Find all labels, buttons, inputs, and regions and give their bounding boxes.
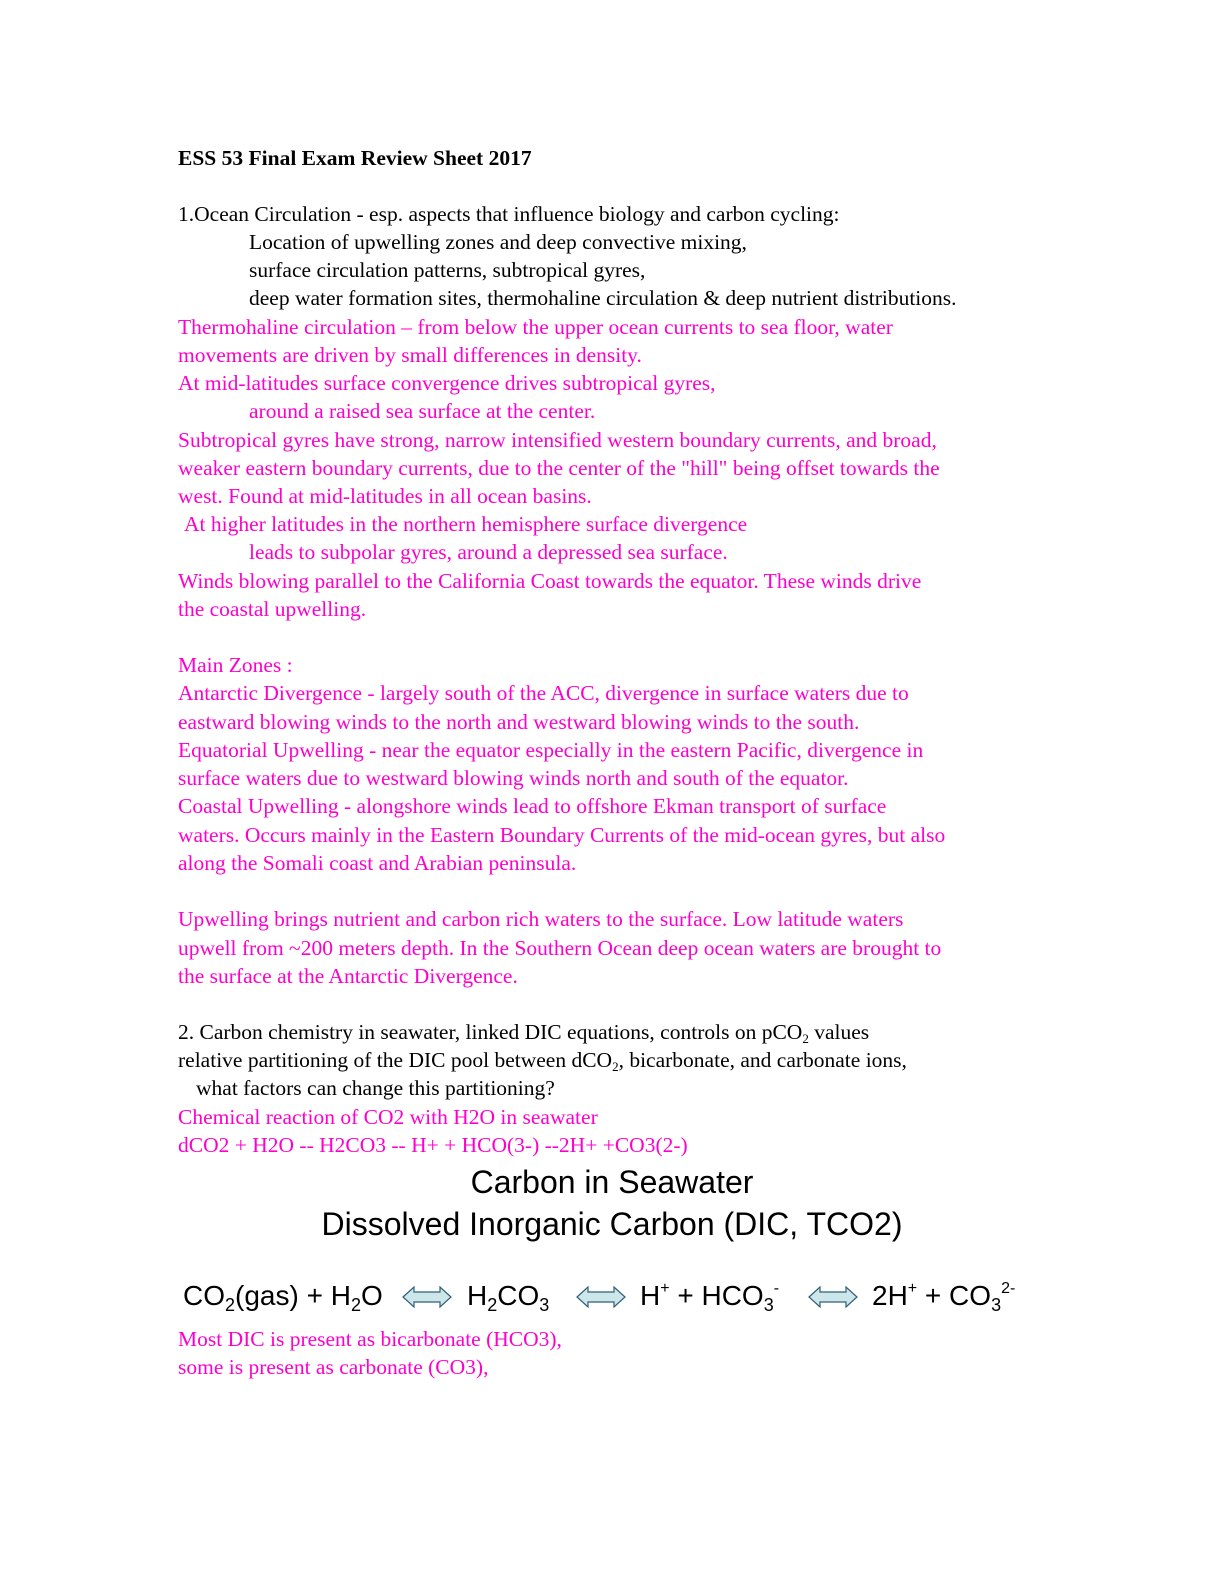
section-1-bullet: Location of upwelling zones and deep convective mixing,	[249, 230, 747, 254]
equation-term-co3: $2H^+ + CO_3^{2-}$	[872, 1280, 1016, 1315]
section-2-line: relative partitioning of the DIC pool between dCO$_2$, bicarbonate, and carbonate ions,	[178, 1048, 907, 1074]
zones-line: along the Somali coast and Arabian peninsula.	[178, 851, 577, 875]
double-arrow-icon	[576, 1286, 626, 1308]
answer-line: leads to subpolar gyres, around a depressed sea surface.	[249, 540, 728, 564]
zones-line: waters. Occurs mainly in the Eastern Boundary Currents of the mid-ocean gyres, but also	[178, 823, 946, 847]
equation-term-hco3: $H^+ + HCO_3^-$	[640, 1280, 780, 1315]
answer-line: Thermohaline circulation – from below the upper ocean currents to sea floor, water	[178, 315, 893, 339]
answer-line: Most DIC is present as bicarbonate (HCO3),	[178, 1327, 562, 1351]
section-2-heading: 2. Carbon chemistry in seawater, linked DIC equations, controls on pCO$_2$ values	[178, 1020, 870, 1046]
zones-heading: Main Zones :	[178, 653, 293, 677]
answer-line: At higher latitudes in the northern hemisphere surface divergence	[184, 512, 748, 536]
page-title: ESS 53 Final Exam Review Sheet 2017	[178, 146, 532, 170]
zones-line: Equatorial Upwelling - near the equator especially in the eastern Pacific, divergence in	[178, 738, 924, 762]
upwelling-line: upwell from ~200 meters depth. In the Southern Ocean deep ocean waters are brought to	[178, 936, 942, 960]
answer-line: Subtropical gyres have strong, narrow intensified western boundary currents, and broad,	[178, 428, 937, 452]
upwelling-line: the surface at the Antarctic Divergence.	[178, 964, 518, 988]
figure-subtitle: Dissolved Inorganic Carbon (DIC, TCO2)	[321, 1206, 903, 1242]
answer-line: Chemical reaction of CO2 with H2O in seawater	[178, 1105, 598, 1129]
answer-line: the coastal upwelling.	[178, 597, 367, 621]
answer-line: weaker eastern boundary currents, due to the center of the "hill" being offset towards the	[178, 456, 940, 480]
equation-term-co2-h2o: $CO_2(gas) + H_2O$	[183, 1280, 383, 1315]
answer-line: some is present as carbonate (CO3),	[178, 1355, 489, 1379]
upwelling-line: Upwelling brings nutrient and carbon rich waters to the surface. Low latitude waters	[178, 907, 904, 931]
zones-line: Coastal Upwelling - alongshore winds lead to offshore Ekman transport of surface	[178, 794, 887, 818]
answer-line: At mid-latitudes surface convergence drives subtropical gyres,	[178, 371, 716, 395]
answer-line: movements are driven by small differences in density.	[178, 343, 642, 367]
answer-line: west. Found at mid-latitudes in all ocean basins.	[178, 484, 592, 508]
section-1-bullet: surface circulation patterns, subtropical gyres,	[249, 258, 646, 282]
double-arrow-icon	[402, 1286, 452, 1308]
answer-line: dCO2 + H2O -- H2CO3 -- H+ + HCO(3-) --2H+ +CO3(2-)	[178, 1133, 688, 1157]
zones-line: Antarctic Divergence - largely south of the ACC, divergence in surface waters due to	[178, 681, 909, 705]
section-2-line: what factors can change this partitioning?	[196, 1076, 555, 1100]
section-1-heading: 1.Ocean Circulation - esp. aspects that influence biology and carbon cycling:	[178, 202, 840, 226]
double-arrow-icon	[808, 1286, 858, 1308]
figure-title: Carbon in Seawater	[470, 1164, 754, 1200]
answer-line: around a raised sea surface at the center.	[249, 399, 596, 423]
zones-line: surface waters due to westward blowing winds north and south of the equator.	[178, 766, 849, 790]
answer-line: Winds blowing parallel to the California Coast towards the equator. These winds drive	[178, 569, 922, 593]
section-1-bullet: deep water formation sites, thermohaline circulation & deep nutrient distributions.	[249, 286, 957, 310]
equation-term-h2co3: $H_2CO_3$	[467, 1280, 550, 1315]
zones-line: eastward blowing winds to the north and westward blowing winds to the south.	[178, 710, 860, 734]
